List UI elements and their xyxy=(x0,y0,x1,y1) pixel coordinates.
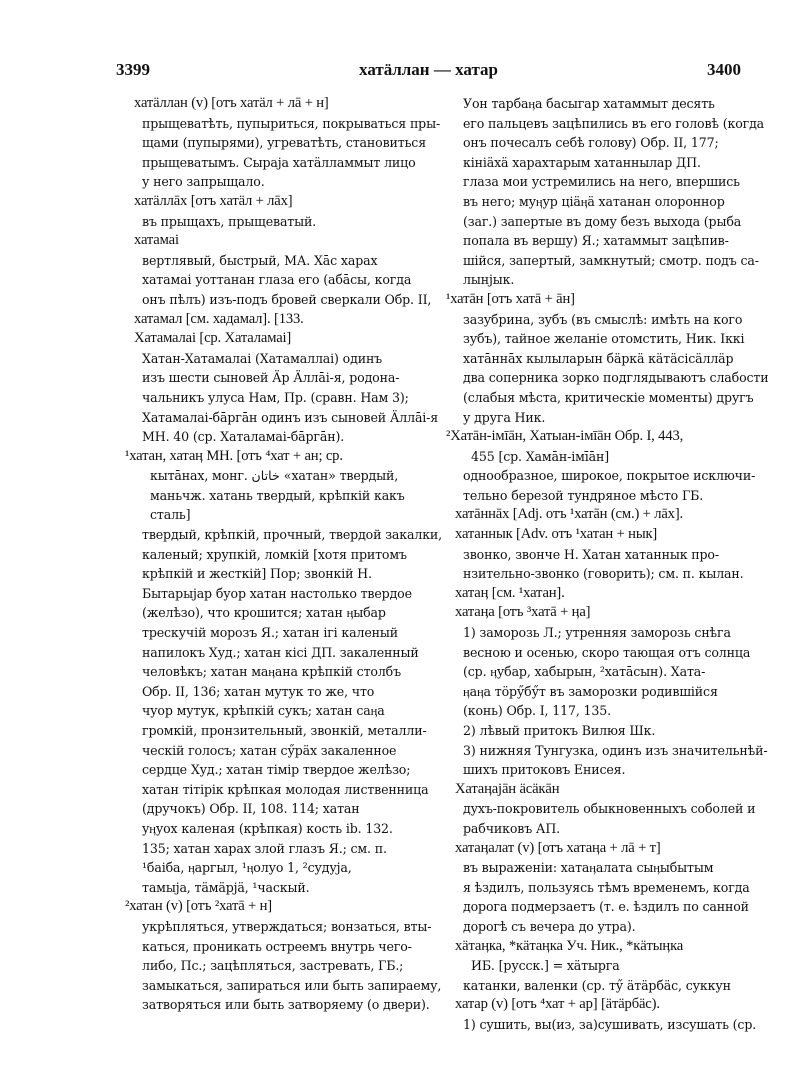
entry-text-line: Обр. II, 136; хатан мутук то же, что xyxy=(142,683,375,699)
entry-text-line: онъ пѣлъ) изъ-подъ бровей сверкали Обр. II, xyxy=(142,291,432,307)
entry-text-line: 2) лѣвый притокъ Вилюя Шк. xyxy=(463,723,656,738)
entry-text-line: замыкаться, запираться или быть запираему, xyxy=(142,977,442,993)
page-header xyxy=(116,60,741,82)
entry-text-line: либо, Пс.; зацѣпляться, застревать, ГБ.; xyxy=(142,958,404,974)
entry-text-line: катанки, валенки (ср. тӳ ӓтӓрбӓс, суккун xyxy=(463,977,731,993)
entry-text-line: 135; хатан харах злой глазъ Я.; см. п. xyxy=(142,840,387,856)
entry-headword-line: Хатаӊајāн ӓсӓкāн xyxy=(455,780,560,797)
entry-text-line: весною и осенью, скоро тающая отъ солнца xyxy=(463,644,751,660)
entry-text-line: дорогѣ съ вечера до утра). xyxy=(463,918,636,934)
entry-text-line: въ прыщахъ, прыщеватый. xyxy=(142,213,317,229)
entry-headword-line: хатӓллан (v) [отъ хатӓл + лā + н] xyxy=(134,95,329,111)
entry-text-line: глаза мои устремились на него, впершись xyxy=(463,174,740,190)
entry-headword-line: хатамал [см. хадамал]. [133. xyxy=(134,310,304,327)
entry-text-line: уӊуох каленая (крѣпкая) кость ib. 132. xyxy=(142,820,393,836)
entry-text-line: ¹баіба, ӊаргыл, ¹ӊолуо 1, ²судуја, xyxy=(142,860,352,876)
entry-text-line: рабчиковъ АП. xyxy=(463,820,561,836)
entry-text-line: каться, проникать остреемъ внутрь чего- xyxy=(142,938,412,954)
entry-headword-line: хатаннык [Adv. отъ ¹хатан + нык] xyxy=(455,526,658,543)
entry-text-line: ческій голосъ; хатан сӳрӓх закаленное xyxy=(142,742,397,758)
page-number-right: 3400 xyxy=(707,60,741,79)
entry-headword-line: хатāннāх [Adj. отъ ¹хатāн (см.) + лāх]. xyxy=(455,506,684,523)
entry-headword-line: ¹хатāн [отъ хатā + āн] xyxy=(446,290,575,307)
entry-text-line: тельно березой тундряное мѣсто ГБ. xyxy=(463,487,704,503)
entry-text-line: попала въ вершу) Я.; хатаммыт зацѣпив- xyxy=(463,233,729,249)
entry-text-line: МН. 40 (ср. Хаталамаі-бāргāн). xyxy=(142,429,345,445)
entry-text-line: нзительно-звонко (говорить); см. п. кылан. xyxy=(463,566,744,582)
entry-text-line: два соперника зорко подглядываютъ слабости xyxy=(463,370,769,386)
entry-text-line: хатāннāх кылыларын бӓркӓ кӓтӓсісӓллӓр xyxy=(463,350,734,366)
entry-text-line: духъ-покровитель обыкновенныхъ соболей и xyxy=(463,801,756,817)
page-number-left: 3399 xyxy=(116,60,150,79)
entry-headword-line: хатӓллāх [отъ хатӓл + лāх] xyxy=(134,192,293,209)
entry-text-line: напилокъ Худ.; хатан кісі ДП. закаленный xyxy=(142,644,419,660)
entry-text-line: каленый; хрупкій, ломкій [хотя притомъ xyxy=(142,546,407,562)
entry-text-line: онъ почесалъ себѣ голову) Обр. II, 177; xyxy=(463,135,719,151)
entry-headword-line: хатамаі xyxy=(134,232,179,249)
right-column xyxy=(446,94,781,1035)
entry-text-line: (желѣзо), что крошится; хатан ӊыбар xyxy=(142,605,386,621)
entry-text-line: громкій, пронзительный, звонкій, металли- xyxy=(142,723,427,738)
entry-text-line: человѣкъ; хатан маӊана крѣпкій столбъ xyxy=(142,664,401,680)
entry-text-line: хатан тітірік крѣпкая молодая лиственница xyxy=(142,781,429,797)
entry-headword-line: ¹хатан, хатаӊ МН. [отъ ⁴хат + ан; ср. xyxy=(125,447,343,464)
entry-headword-line: хӓтаӊка, *кӓтаӊка Уч. Ник., *кӓтыӊка xyxy=(455,937,684,954)
page-title: хатӓллан — хатар xyxy=(359,60,498,79)
entry-text-line: прыщеватымъ. Сыраја хатӓлламмыт лицо xyxy=(142,154,416,170)
entry-text-line: 3) нижняя Тунгузка, одинъ изъ значительнѣй- xyxy=(463,742,768,758)
entry-text-line: трескучій морозъ Я.; хатан ігі каленый xyxy=(142,625,398,641)
entry-text-line: въ него; муӊур ціӓӊӓ хатанан олороннор xyxy=(463,193,725,209)
entry-text-line: шихъ притоковъ Енисея. xyxy=(463,762,626,778)
entry-text-line: крѣпкій и жесткій] Пор; звонкій Н. xyxy=(142,566,372,582)
entry-text-line: у него запрыщало. xyxy=(142,174,265,190)
entry-headword-line: хатаӊа [отъ ³хатā + ӊа] xyxy=(455,604,591,621)
entry-text-line: затворяться или быть затворяему (о двери). xyxy=(142,997,430,1013)
entry-text-line: 1) сушить, вы(из, за)сушивать, изсушать (ср. xyxy=(463,1016,757,1032)
entry-text-line: щами (пупырями), угреватѣть, становиться xyxy=(142,135,426,151)
entry-text-line: прыщеватѣть, пупыриться, покрываться пры- xyxy=(142,115,441,131)
entry-text-line: (конь) Обр. I, 117, 135. xyxy=(463,703,611,719)
entry-text-line: чальникъ улуса Нам, Пр. (сравн. Нам 3); xyxy=(142,389,409,405)
entry-text-line: зубъ), тайное желаніе отомстить, Ник. Іккі xyxy=(463,331,745,347)
entry-headword-line: ²Хатāн-імīāн, Хатыан-імīāн Обр. I, 443, xyxy=(446,428,684,445)
entry-text-line: тамыја, тӓмӓрјӓ, ¹часкый. xyxy=(142,879,310,895)
entry-text-line: изъ шести сыновей Ӓр Ӓллāі-я, родона- xyxy=(142,370,400,386)
entry-text-line: хатамаі уоттанан глаза его (абāсы, когда xyxy=(142,272,412,288)
entry-headword-line: Хатамалаі [ср. Хаталамаі] xyxy=(134,330,292,347)
entry-text-line: сердце Худ.; хатан тімір твердое желѣзо; xyxy=(142,762,411,778)
entry-text-line: зазубрина, зубъ (въ смыслѣ: имѣть на кого xyxy=(463,311,743,327)
entry-text-line: маньчж. хатань твердый, крѣпкій какъ xyxy=(150,487,405,503)
entry-text-line: у друга Ник. xyxy=(463,409,546,425)
entry-headword-line: хатаӊ [см. ¹хатан]. xyxy=(455,584,565,601)
entry-text-line: 455 [ср. Хамāн-імīāн] xyxy=(471,448,610,464)
left-column xyxy=(125,94,446,1015)
entry-headword-line: ²хатан (v) [отъ ²хатā + н] xyxy=(125,898,273,915)
entry-text-line: (слабыя мѣста, критическіе моменты) другъ xyxy=(463,389,754,405)
entry-text-line: однообразное, широкое, покрытое исключи- xyxy=(463,468,756,484)
entry-text-line: Хатан-Хатамалаі (Хатамаллаі) одинъ xyxy=(142,350,383,366)
entry-text-line: я ѣздилъ, пользуясь тѣмъ временемъ, когда xyxy=(463,879,750,895)
entry-text-line: укрѣпляться, утверждаться; вонзаться, вты- xyxy=(142,918,432,934)
entry-text-line: (ср. ӊубар, хабырын, ²хатāсын). Хата- xyxy=(463,664,706,680)
entry-text-line: кытāнах, монг. ﺧﺎﺗﺎﻥ «хатан» твердый, xyxy=(150,468,399,484)
entry-text-line: въ выраженіи: хатаӊалата сыӊыбытым xyxy=(463,860,714,876)
entry-text-line: вертлявый, быстрый, МА. Хāс харах xyxy=(142,252,378,268)
entry-text-line: Хатамалаі-бāргāн одинъ изъ сыновей Ӓллāі-я xyxy=(142,409,439,425)
entry-text-line: чуор мутук, крѣпкій сукъ; хатан саӊа xyxy=(142,703,385,719)
entry-text-line: сталь] xyxy=(150,507,191,523)
entry-text-line: (дручокъ) Обр. II, 108. 114; хатан xyxy=(142,801,360,817)
entry-text-line: Бытарыјар буор хатан настолько твердое xyxy=(142,585,412,601)
entry-text-line: 1) заморозь Л.; утренняя заморозь снѣга xyxy=(463,625,731,641)
entry-text-line: шійся, запертый, замкнутый; смотр. подъ са- xyxy=(463,252,759,268)
entry-text-line: лынјык. xyxy=(463,272,515,288)
entry-text-line: твердый, крѣпкій, прочный, твердой закалки, xyxy=(142,527,443,543)
entry-text-line: ӊаӊа тӧрӳбӳт въ заморозки родившійся xyxy=(463,683,718,699)
entry-headword-line: хатар (v) [отъ ⁴хат + ар] [ӓтӓрбӓс). xyxy=(455,996,660,1013)
entry-text-line: звонко, звонче Н. Хатан хатаннык про- xyxy=(463,546,719,562)
entry-text-line: кініӓхӓ харахтарым хатаннылар ДП. xyxy=(463,154,701,170)
entry-text-line: его пальцевъ зацѣпились въ его головѣ (когда xyxy=(463,115,765,131)
entry-text-line: ИБ. [русск.] = хӓтырга xyxy=(471,958,620,974)
entry-text-line: (заг.) запертые въ дому безъ выхода (рыба xyxy=(463,213,742,229)
entry-headword-line: хатаӊалат (v) [отъ хатаӊа + лā + т] xyxy=(455,839,661,856)
entry-text-line: Уон тарбаӊа басыгар хатаммыт десять xyxy=(463,96,715,111)
entry-text-line: дорога подмерзаетъ (т. е. ѣздилъ по санной xyxy=(463,899,749,915)
